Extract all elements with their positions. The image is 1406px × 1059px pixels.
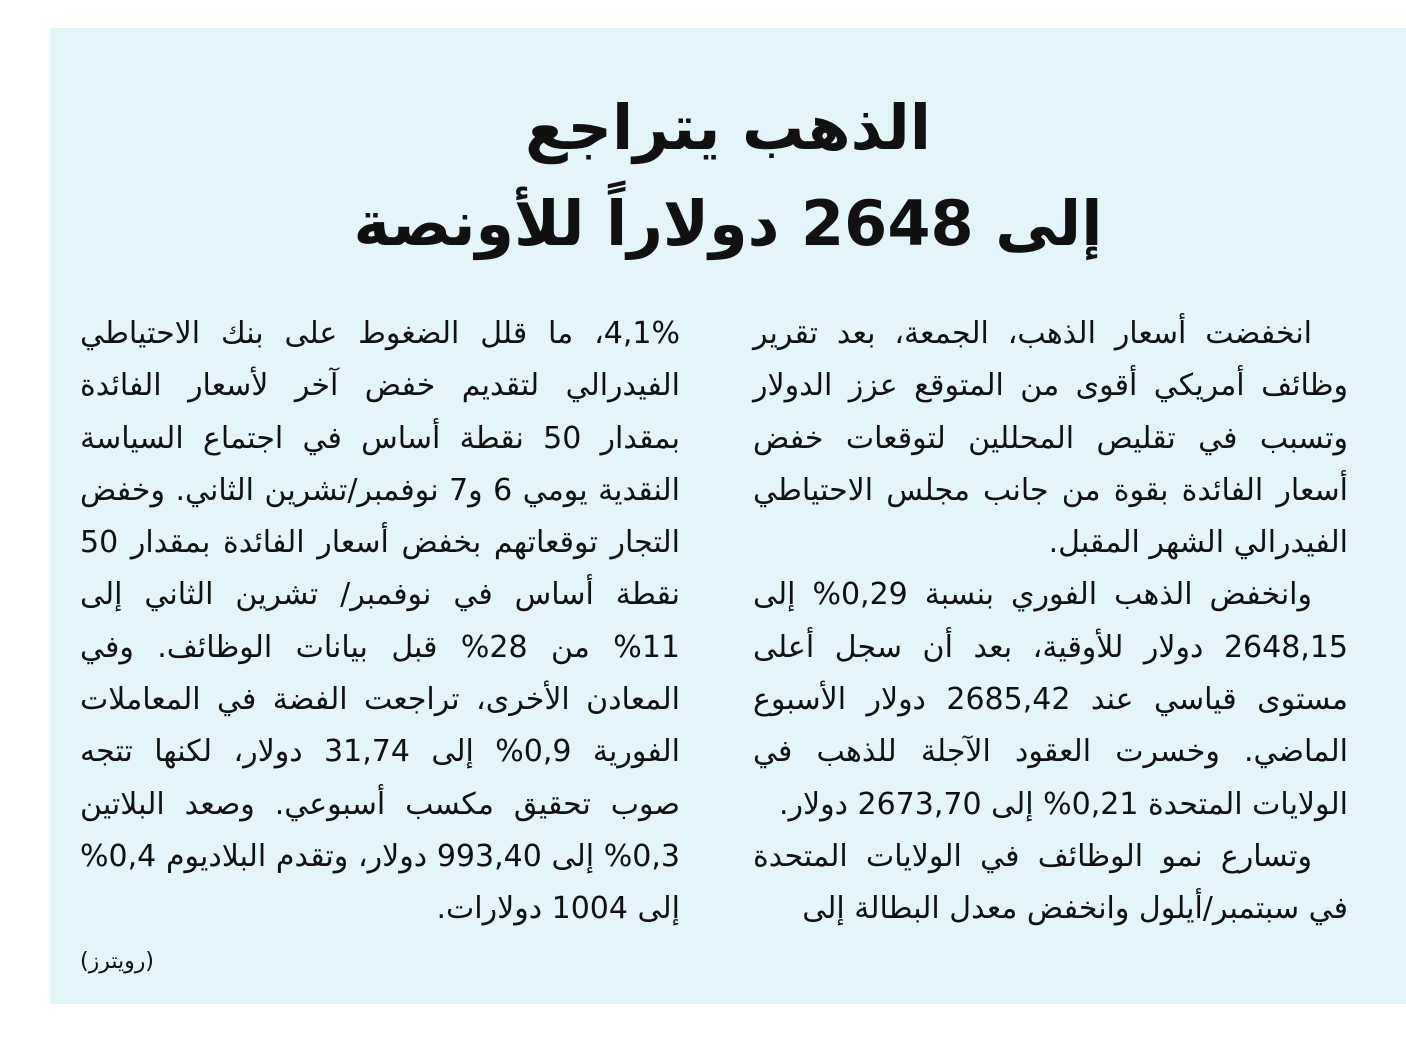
paragraph-1: انخفضت أسعار الذهب، الجمعة، بعد تقرير وظائف أمريكي أقوى من المتوقع عزز الدولار وتسبب في تقليص المحللين لتوقعات خفض أسعار الفائدة بقوة من جانب مجلس الاحتياطي الفيدرالي الشهر المقبل. [753, 316, 1348, 561]
article-headline [50, 80, 1406, 272]
article-panel [50, 28, 1406, 1004]
article-column-right [753, 308, 1348, 936]
paragraph-3: وتسارع نمو الوظائف في الولايات المتحدة في سبتمبر/أيلول وانخفض معدل البطالة إلى [753, 838, 1348, 927]
headline-line-2: إلى 2648 دولاراً للأونصة [353, 187, 1103, 260]
paragraph-2: وانخفض الذهب الفوري بنسبة 0,29% إلى 2648,15 دولار للأوقية، بعد أن سجل أعلى مستوى قياسي عند 2685,42 دولار الأسبوع الماضي. وخسرت العقود الآجلة للذهب في الولايات المتحدة 0,21% إلى 2673,70 دولار. [753, 577, 1348, 822]
article-column-left [80, 308, 680, 988]
source-credit: (رويترز) [80, 948, 154, 974]
headline-line-1: الذهب يتراجع [525, 91, 931, 164]
paragraph-4: 4,1%، ما قلل الضغوط على بنك الاحتياطي الفيدرالي لتقديم خفض آخر لأسعار الفائدة بمقدار 50 نقطة أساس في اجتماع السياسة النقدية يومي 6 و7 نوفمبر/تشرين الثاني. وخفض التجار توقعاتهم بخفض أسعار الفائدة بمقدار 50 نقطة أساس في نوفمبر/ تشرين الثاني إلى 11% من 28% قبل بيانات الوظائف. وفي المعادن الأخرى، تراجعت الفضة في المعاملات الفورية 0,9% إلى 31,74 دولار، لكنها تتجه صوب تحقيق مكسب أسبوعي. وصعد البلاتين 0,3% إلى 993,40 دولار، وتقدم البلاديوم 0,4% إلى 1004 دولارات. [80, 316, 681, 927]
